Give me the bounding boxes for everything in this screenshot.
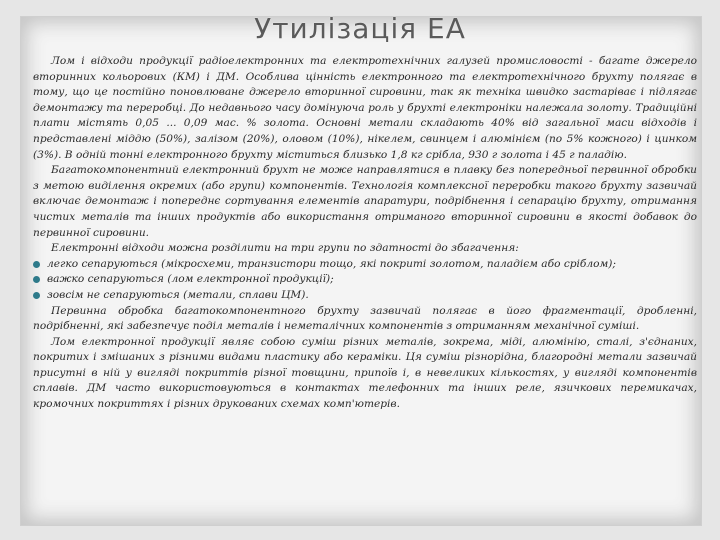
paragraph: Лом електронної продукції являє собою суміш різних металів, зокрема, міді, алюмінію, сталі, з'єднаних, покритих і змішаних з різними видами пластику або кераміки. Ця суміш різнорідна, благородні метали зазвичай присутні в ній у вигляді покриттів різної товщини, припоїв і, в невеликих кількостях, у вигляді компонентів сплавів. ДМ часто використовуються в контактах телефонних та інших реле, язичкових перемикачах, кромочних покриттях і різних друкованих схемах комп'ютерів. (33, 335, 697, 411)
bullet-dot-icon (33, 276, 40, 283)
paragraph: Первинна обробка багатокомпонентного брухту зазвичай полягає в його фрагментації, дробленні, подрібненні, які забезпечує поділ металів і неметалічних компонентів з отриманням механічної суміші. (33, 304, 697, 333)
bullet-dot-icon (33, 292, 40, 299)
list-item (33, 257, 697, 273)
slide-body (33, 54, 697, 413)
bullet-dot-icon (33, 261, 40, 268)
paragraph: Електронні відходи можна розділити на три групи по здатності до збагачення: (51, 242, 519, 255)
slide-title: Утилізація ЕА (254, 12, 466, 45)
list-item (33, 288, 697, 304)
list-item (33, 272, 697, 288)
paragraph: Багатокомпонентний електронний брухт не може направлятися в плавку без попередньої первинної обробки з метою виділення окремих (або групи) компонентів. Технологія комплексної переробки такого брухту зазвичай включає демонтаж і попереднє сортування елементів апаратури, подрібнення і сепарацію брухту, отримання чистих металів та інших продуктів або використання отриманого вторинної сировини в якості добавок до первинної сировини. (33, 164, 697, 239)
paragraph: Лом і відходи продукції радіоелектронних та електротехнічних галузей промисловості - багате джерело вторинних кольорових (КМ) і ДМ. Особлива цінність електронного та електротехнічного брухту полягає в тому, що це постійно поновлюване джерело вторинної сировини, так як техніка швидко застаріває і підлягає демонтажу та переробці. До недавнього часу домінуюча роль у брухті електроніки належала золоту. Традиційні плати містять 0,05 ... 0,09 мас. % золота. Основні метали складають 40% від загальної маси відходів і представлені міддю (50%), залізом (20%), оловом (10%), нікелем, свинцем і алюмінієм (по 5% кожного) і цинком (3%). В одній тонні електронного брухту міститься близько 1,8 кг срібла, 930 г золота і 45 г паладію. (33, 55, 697, 161)
list-item-text: легко сепаруються (мікросхеми, транзистори тощо, які покриті золотом, паладієм або сріблом); (47, 257, 617, 270)
list-item-text: важко сепаруються (лом електронної продукції); (47, 273, 334, 286)
bullet-list (33, 257, 697, 304)
list-item-text: зовсім не сепаруються (метали, сплави ЦМ). (47, 288, 309, 301)
